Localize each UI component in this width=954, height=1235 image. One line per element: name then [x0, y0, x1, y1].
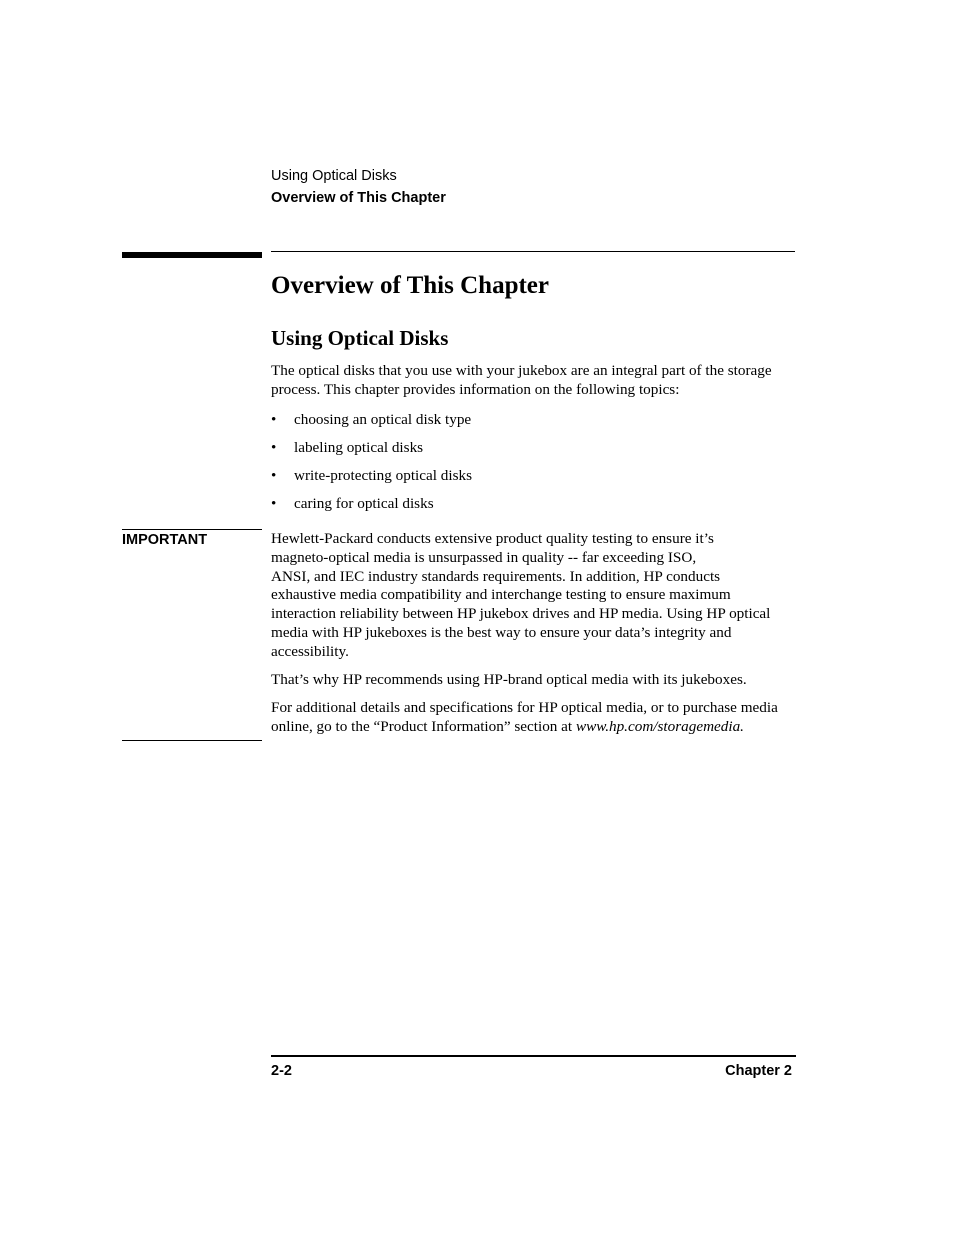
- running-head-section: Overview of This Chapter: [271, 190, 446, 206]
- important-line: magneto-optical media is unsurpassed in quality -- far exceeding ISO,: [271, 548, 697, 566]
- bullet-icon: •: [271, 495, 277, 512]
- heading-rule: [271, 251, 795, 252]
- section-marker-bar: [122, 252, 262, 258]
- bullet-icon: •: [271, 411, 277, 428]
- footer-rule: [271, 1055, 796, 1057]
- important-line: interaction reliability between HP jukebox drives and HP media. Using HP optical: [271, 605, 771, 623]
- running-head: [271, 165, 446, 209]
- section-heading: Using Optical Disks: [271, 326, 449, 350]
- details-text: For additional details and specifications for HP optical media, or to purchase media online, go to the “Product Information” section at: [271, 699, 778, 735]
- list-item: [271, 466, 472, 494]
- running-head-chapter: Using Optical Disks: [271, 168, 397, 184]
- important-bottom-rule: [122, 740, 262, 741]
- details-paragraph: [271, 698, 801, 736]
- page-title: Overview of This Chapter: [271, 272, 549, 299]
- recommendation-paragraph: That’s why HP recommends using HP-brand optical media with its jukeboxes.: [271, 671, 747, 688]
- footer-chapter: Chapter 2: [725, 1063, 792, 1079]
- list-item-text: choosing an optical disk type: [294, 411, 472, 428]
- important-line: media with HP jukeboxes is the best way to ensure your data’s integrity and: [271, 623, 732, 641]
- important-line: Hewlett-Packard conducts extensive product quality testing to ensure it’s: [271, 530, 714, 547]
- important-paragraph: [271, 530, 801, 662]
- page-number: 2-2: [271, 1063, 292, 1079]
- important-line: ANSI, and IEC industry standards requirements. In addition, HP conducts: [271, 567, 721, 585]
- bullet-icon: •: [271, 439, 277, 456]
- important-line: exhaustive media compatibility and interchange testing to ensure maximum: [271, 586, 731, 604]
- list-item-text: write-protecting optical disks: [294, 467, 472, 484]
- intro-paragraph: The optical disks that you use with your jukebox are an integral part of the storage process. This chapter provides information on the following topics:: [271, 362, 772, 398]
- list-item-text: caring for optical disks: [294, 495, 434, 512]
- list-item: [271, 410, 472, 438]
- important-label: IMPORTANT: [122, 532, 208, 548]
- list-item: [271, 494, 472, 522]
- storage-media-link[interactable]: www.hp.com/storagemedia.: [575, 718, 744, 735]
- topic-list: [271, 410, 472, 522]
- list-item: [271, 438, 472, 466]
- bullet-icon: •: [271, 467, 277, 484]
- important-top-rule: [122, 529, 262, 530]
- list-item-text: labeling optical disks: [294, 439, 424, 456]
- important-line: accessibility.: [271, 642, 349, 660]
